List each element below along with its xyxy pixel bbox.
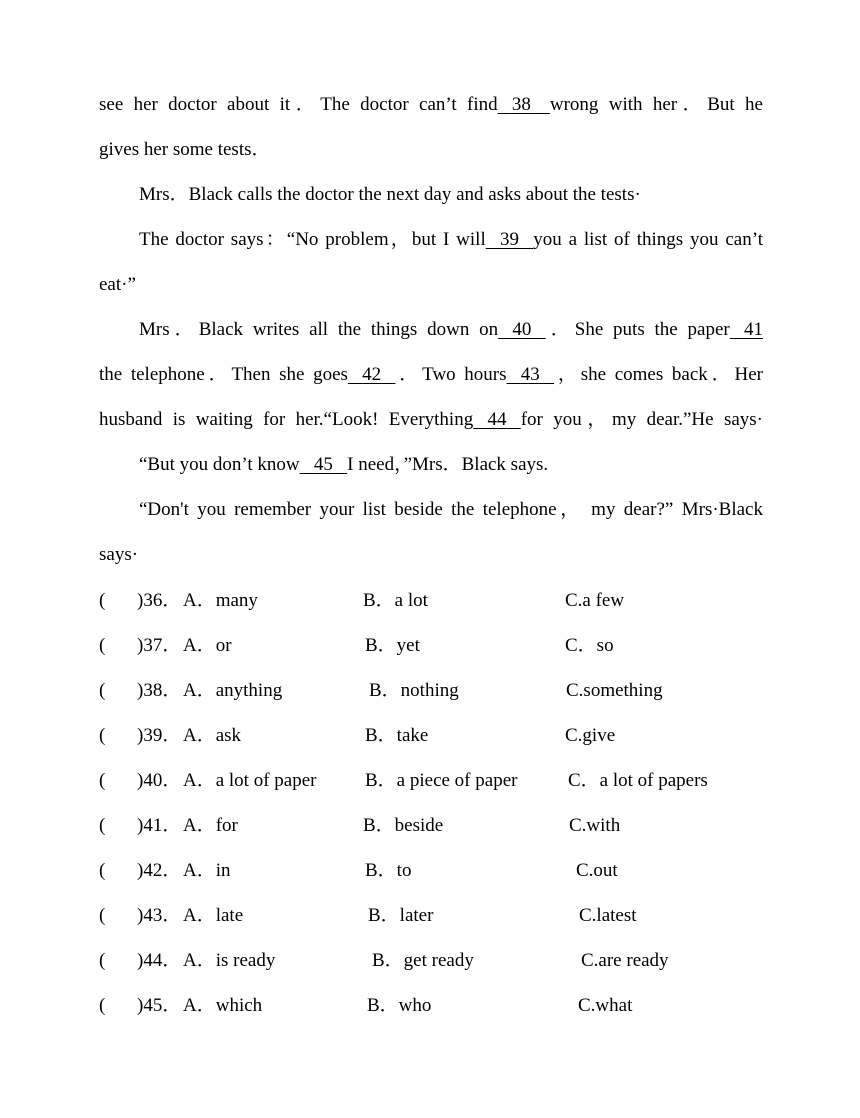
passage-line-9 (139, 450, 763, 480)
question-40 (99, 766, 763, 796)
option-c: C.are ready (581, 950, 669, 971)
answer-paren[interactable]: ( (99, 590, 106, 611)
passage-text: you a list of things you can’t (533, 229, 763, 250)
passage-line-11: says· (99, 544, 139, 565)
passage-text: “But you don’t know (139, 454, 300, 475)
option-c: C.a few (565, 590, 625, 611)
question-number: )37． (137, 635, 182, 656)
passage-line-1 (99, 90, 763, 120)
passage-text: see her doctor about it．The doctor can’t find (99, 94, 498, 115)
option-a: A．anything (183, 680, 283, 701)
answer-paren[interactable]: ( (99, 995, 106, 1016)
question-45 (99, 991, 763, 1021)
passage-text: Mrs．Black writes all the things down on (139, 319, 499, 340)
option-c: C.out (576, 860, 618, 881)
answer-paren[interactable]: ( (99, 905, 106, 926)
option-c: C.what (578, 995, 633, 1016)
option-a: A．or (183, 635, 232, 656)
question-number: )42． (137, 860, 182, 881)
passage-line-3: Mrs．Black calls the doctor the next day and asks about the tests· (139, 184, 641, 205)
question-41 (99, 811, 763, 841)
option-b: B．a lot (363, 590, 428, 611)
answer-paren[interactable]: ( (99, 815, 106, 836)
passage-line-5: eat·” (99, 274, 136, 295)
question-36 (99, 586, 763, 616)
blank-41: 41 (744, 319, 763, 340)
question-number: )39． (137, 725, 182, 746)
option-c: C.something (566, 680, 663, 701)
question-number: )44． (137, 950, 182, 971)
question-39 (99, 721, 763, 751)
option-c: C．so (565, 635, 614, 656)
blank-43: 43 (520, 364, 540, 385)
option-b: B．yet (365, 635, 420, 656)
option-c: C.with (569, 815, 621, 836)
option-b: B．who (367, 995, 432, 1016)
answer-paren[interactable]: ( (99, 680, 106, 701)
question-44 (99, 946, 763, 976)
option-a: A．in (183, 860, 231, 881)
passage-text: ．Two hours (395, 364, 507, 385)
question-number: )41． (137, 815, 182, 836)
passage-line-10: “Don't you remember your list beside the telephone， my dear?” Mrs·Black (139, 499, 763, 520)
passage-text: wrong with her．But he (549, 94, 763, 115)
passage-line-6 (139, 315, 763, 345)
option-a: A．which (183, 995, 263, 1016)
passage-text: ．She puts the paper (545, 319, 730, 340)
passage-text: for you，my dear.”He says· (520, 409, 763, 430)
question-43 (99, 901, 763, 931)
question-38 (99, 676, 763, 706)
option-b: B．nothing (369, 680, 459, 701)
option-b: B．beside (363, 815, 444, 836)
answer-paren[interactable]: ( (99, 950, 106, 971)
question-42 (99, 856, 763, 886)
option-a: A．a lot of paper (183, 770, 317, 791)
blank-39: 39 (499, 229, 519, 250)
passage-line-8 (99, 405, 763, 435)
option-a: A．is ready (183, 950, 276, 971)
blank-38: 38 (511, 94, 531, 115)
passage-line-2: gives her some tests． (99, 139, 271, 160)
option-a: A．many (183, 590, 258, 611)
passage-text: I need，”Mrs．Black says. (347, 454, 549, 475)
question-number: )45． (137, 995, 182, 1016)
option-b: B．later (368, 905, 434, 926)
question-number: )38． (137, 680, 182, 701)
answer-paren[interactable]: ( (99, 770, 106, 791)
passage-text: The doctor says：“No problem，but I will (139, 229, 486, 250)
blank-44: 44 (487, 409, 507, 430)
question-number: )40． (137, 770, 182, 791)
passage-text: the telephone．Then she goes (99, 364, 348, 385)
question-37 (99, 631, 763, 661)
passage-line-7 (99, 360, 763, 390)
answer-paren[interactable]: ( (99, 725, 106, 746)
passage-text: ，she comes back．Her (554, 364, 763, 385)
option-a: A．for (183, 815, 238, 836)
option-b: B．take (365, 725, 429, 746)
option-c: C.give (565, 725, 616, 746)
option-a: A．late (183, 905, 244, 926)
question-number: )43． (137, 905, 182, 926)
passage-text: husband is waiting for her.“Look! Everything (99, 409, 474, 430)
question-number: )36． (137, 590, 182, 611)
option-b: B．a piece of paper (365, 770, 518, 791)
blank-42: 42 (362, 364, 382, 385)
blank-45: 45 (313, 454, 333, 475)
option-c: C.latest (579, 905, 637, 926)
option-b: B．get ready (372, 950, 474, 971)
option-c: C．a lot of papers (568, 770, 708, 791)
option-a: A．ask (183, 725, 242, 746)
passage-line-4 (139, 225, 763, 255)
answer-paren[interactable]: ( (99, 860, 106, 881)
option-b: B．to (365, 860, 412, 881)
answer-paren[interactable]: ( (99, 635, 106, 656)
blank-40: 40 (512, 319, 532, 340)
